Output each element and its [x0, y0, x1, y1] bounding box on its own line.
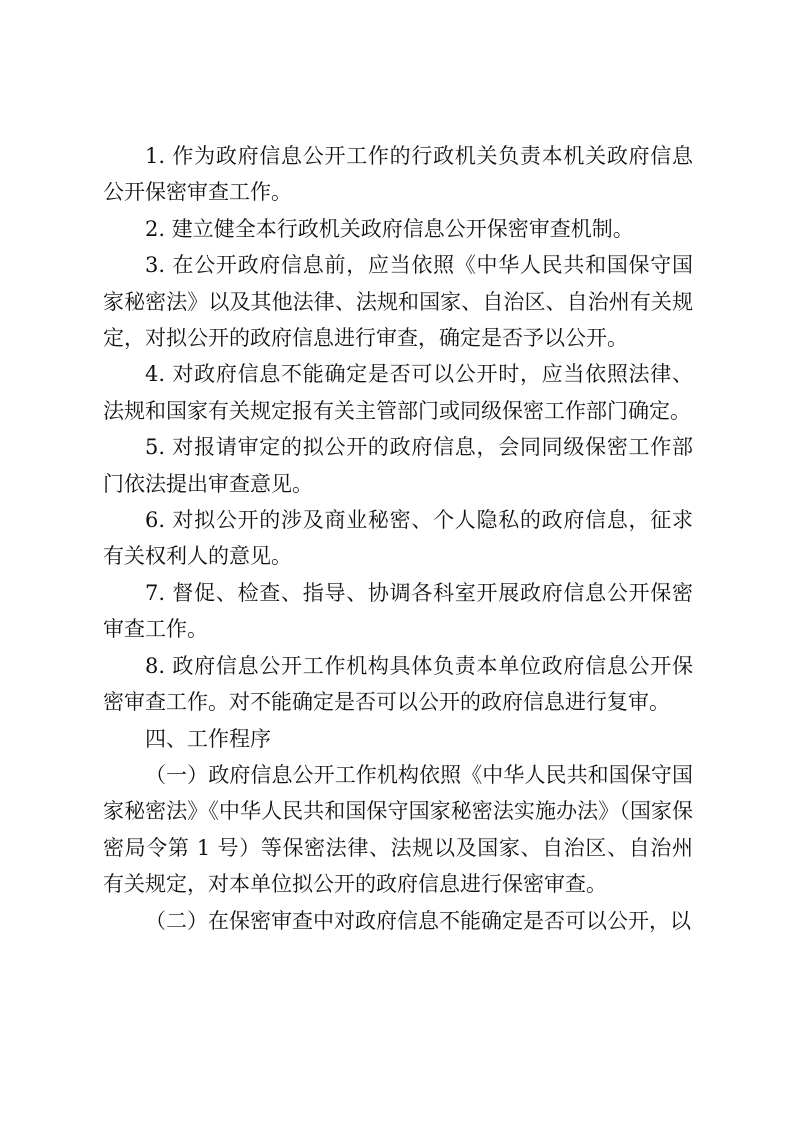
paragraph-procedure-2: （二）在保密审查中对政府信息不能确定是否可以公开，以 — [145, 908, 691, 933]
paragraph-duty-3: 3. 在公开政府信息前，应当依照《中华人民共和国保守国家秘密法》以及其他法律、法规和国家、自治区、自治州有关规定，对拟公开的政府信息进行审查，确定是否予以公开。 — [103, 253, 693, 351]
paragraph-duty-4: 4. 对政府信息不能确定是否可以公开时，应当依照法律、法规和国家有关规定报有关主管部门或同级保密工作部门确定。 — [103, 362, 693, 423]
paragraph-duty-1: 1. 作为政府信息公开工作的行政机关负责本机关政府信息公开保密审查工作。 — [103, 144, 693, 205]
paragraph-duty-7: 7. 督促、检查、指导、协调各科室开展政府信息公开保密审查工作。 — [103, 580, 693, 642]
section-heading-procedure: 四、工作程序 — [145, 726, 271, 751]
paragraph-procedure-1: （一）政府信息公开工作机构依照《中华人民共和国保守国家秘密法》《中华人民共和国保守国家秘密法实施办法》（国家保密局令第 1 号）等保密法律、法规以及国家、自治区、自治州有关规定，对本单位拟公开的政府信息进行保密审查。 — [103, 762, 693, 897]
paragraph-duty-5: 5. 对报请审定的拟公开的政府信息，会同同级保密工作部门依法提出审查意见。 — [103, 435, 693, 496]
paragraph-duty-6: 6. 对拟公开的涉及商业秘密、个人隐私的政府信息，征求有关权利人的意见。 — [103, 508, 693, 569]
paragraph-duty-8: 8. 政府信息公开工作机构具体负责本单位政府信息公开保密审查工作。对不能确定是否可以公开的政府信息进行复审。 — [103, 653, 693, 715]
document-body — [103, 138, 693, 939]
paragraph-duty-2: 2. 建立健全本行政机关政府信息公开保密审查机制。 — [145, 216, 634, 241]
